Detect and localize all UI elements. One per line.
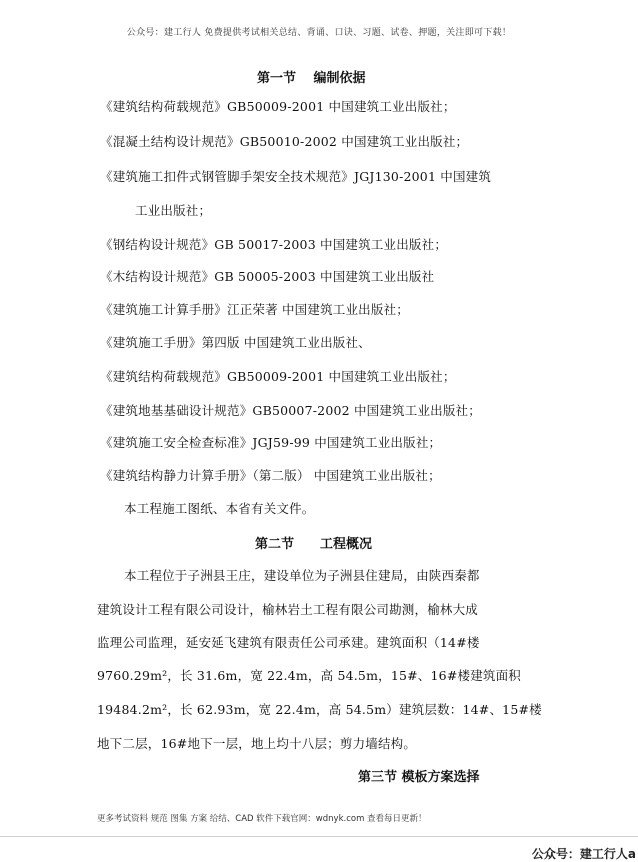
reference-line: 《建筑结构荷载规范》GB50009-2001 中国建筑工业出版社； (100, 369, 456, 384)
overview-line: 地下二层，16#地下一层，地上均十八层；剪力墙结构。 (97, 736, 417, 751)
reference-line: 《建筑施工手册》第四版 中国建筑工业出版社、 (100, 335, 371, 350)
reference-line: 《建筑施工安全检查标准》JGJ59-99 中国建筑工业出版社； (100, 435, 442, 450)
overview-line: 19484.2m²，长 62.93m，宽 22.4m，高 54.5m）建筑层数：14#、15#楼 (97, 702, 542, 717)
reference-line: 《建筑施工扣件式钢管脚手架安全技术规范》JGJ130-2001 中国建筑 (100, 169, 492, 184)
overview-line: 本工程位于子洲县王庄，建设单位为子洲县住建局，由陕西秦都 (124, 568, 480, 583)
footer-divider (0, 836, 638, 837)
reference-line: 《钢结构设计规范》GB 50017-2003 中国建筑工业出版社； (100, 237, 448, 252)
reference-line: 《建筑结构静力计算手册》（第二版） 中国建筑工业出版社； (100, 468, 441, 483)
section-3-title: 第三节 模板方案选择 (358, 770, 480, 785)
footer-note: 更多考试资料 规范 图集 方案 给结、CAD 软件下载官网：wdnyk.com 查看每日更新！ (97, 814, 427, 824)
reference-line: 《建筑结构荷载规范》GB50009-2001 中国建筑工业出版社； (100, 99, 456, 114)
overview-line: 监理公司监理，延安延飞建筑有限责任公司承建。建筑面积（14#楼 (97, 635, 480, 650)
overview-line: 9760.29m²，长 31.6m，宽 22.4m，高 54.5m，15#、16#楼建筑面积 (97, 668, 521, 683)
reference-line: 《建筑地基基础设计规范》GB50007-2002 中国建筑工业出版社； (100, 403, 481, 418)
reference-line-continued: 工业出版社； (135, 203, 212, 218)
reference-line: 本工程施工图纸、本省有关文件。 (124, 501, 315, 516)
reference-line: 《建筑施工计算手册》江正荣著 中国建筑工业出版社； (100, 302, 409, 317)
watermark: 公众号：建工行人a (531, 847, 636, 861)
reference-line: 《木结构设计规范》GB 50005-2003 中国建筑工业出版社 (100, 269, 435, 284)
section-1-title: 第一节 编制依据 (257, 71, 366, 86)
header-note: 公众号：建工行人 免费提供考试相关总结、背诵、口诀、习题、试卷、押题，关注即可下载！ (126, 28, 512, 38)
section-2-title: 第二节 工程概况 (255, 537, 373, 552)
overview-line: 建筑设计工程有限公司设计，榆林岩土工程有限公司勘测，榆林大成 (97, 602, 479, 617)
reference-line: 《混凝土结构设计规范》GB50010-2002 中国建筑工业出版社； (100, 134, 469, 149)
